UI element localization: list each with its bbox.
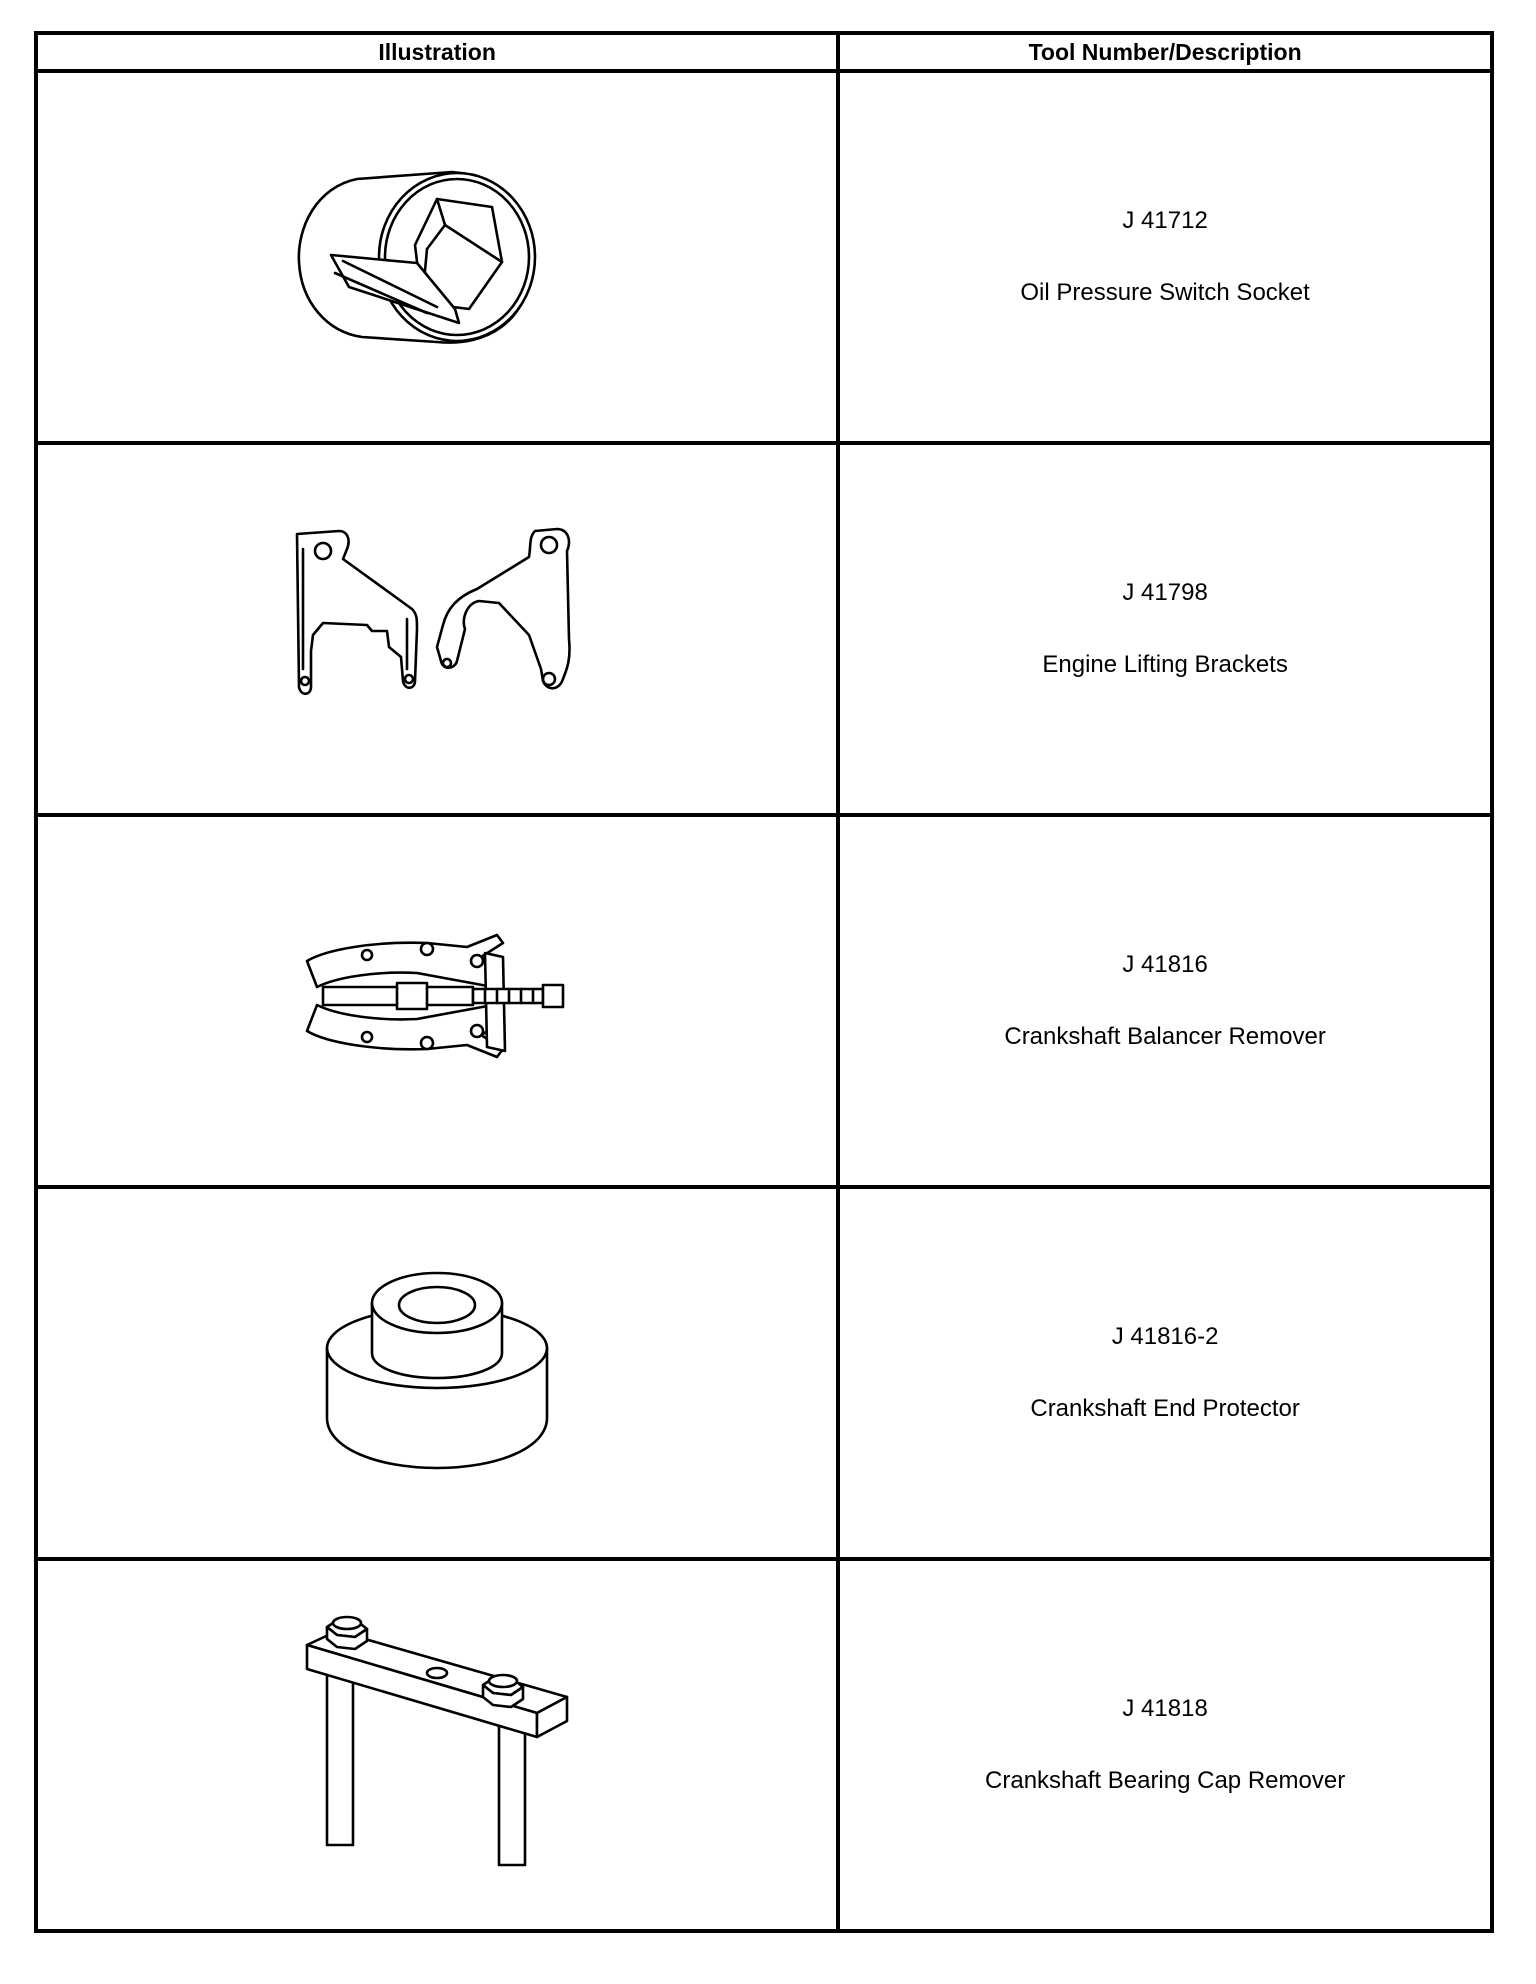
table-row [36,1559,1492,1931]
header-tool-number-description: Tool Number/Description [838,33,1492,71]
tool-info-cell [838,71,1492,443]
illustration-cell [36,1187,838,1559]
tool-description: Engine Lifting Brackets [1042,651,1288,678]
tool-number: J 41816 [1122,951,1208,978]
crankshaft-bearing-cap-remover-icon [287,1605,587,1885]
tool-description: Crankshaft Balancer Remover [1004,1023,1326,1050]
tool-number: J 41798 [1122,579,1208,606]
illustration-cell [36,443,838,815]
header-illustration: Illustration [36,33,838,71]
oil-pressure-switch-socket-icon [287,137,587,377]
crankshaft-end-protector-icon [317,1263,557,1483]
tool-description: Oil Pressure Switch Socket [1020,279,1310,306]
illustration-cell [36,1559,838,1931]
table-row [36,71,1492,443]
tool-number: J 41816-2 [1111,1323,1219,1350]
engine-lifting-brackets-icon [267,519,607,739]
tool-description: Crankshaft End Protector [1030,1395,1300,1422]
tool-number: J 41818 [1122,1695,1208,1722]
tool-info-cell [838,1187,1492,1559]
special-tools-table [34,31,1494,1933]
illustration-cell [36,815,838,1187]
tool-number: J 41712 [1122,207,1208,234]
tool-info-cell [838,443,1492,815]
table-row [36,815,1492,1187]
tool-info-cell [838,1559,1492,1931]
table-row [36,443,1492,815]
tool-description: Crankshaft Bearing Cap Remover [985,1767,1346,1794]
table-row [36,1187,1492,1559]
tool-info-cell [838,815,1492,1187]
crankshaft-balancer-remover-icon [267,901,607,1101]
illustration-cell [36,71,838,443]
table-header-row [36,33,1492,71]
